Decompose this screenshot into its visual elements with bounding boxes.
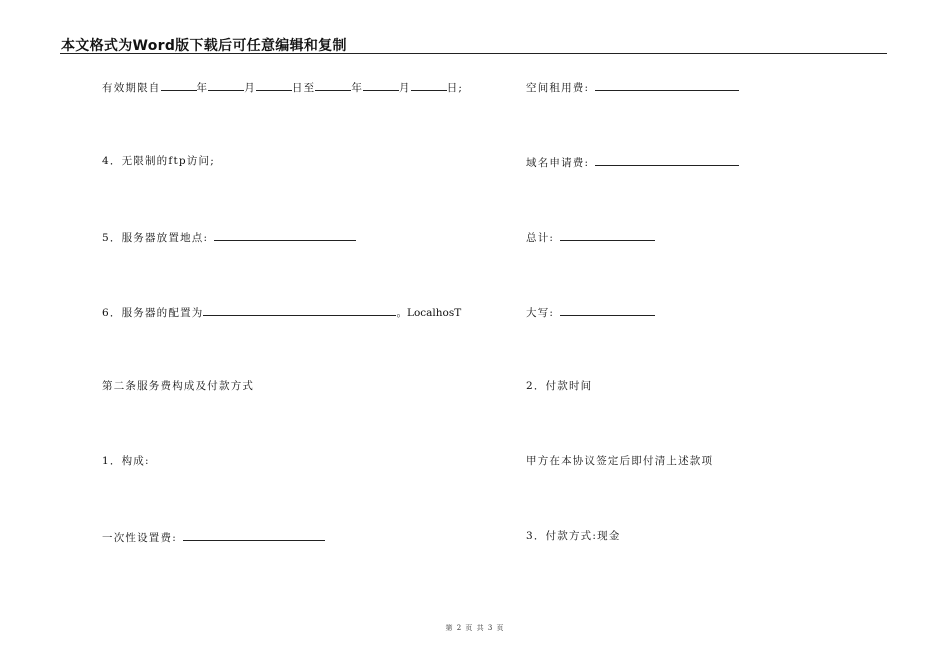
blank-end-year[interactable] xyxy=(315,79,351,91)
space-rent-blank[interactable] xyxy=(595,79,739,91)
item2-line: 2．付款时间 xyxy=(526,380,593,392)
total-label: 总计: xyxy=(526,232,555,244)
domain-fee-line xyxy=(526,154,739,170)
item6-label: 6．服务器的配置为 xyxy=(102,307,204,319)
blank-end-month[interactable] xyxy=(363,79,399,91)
validity-line xyxy=(102,79,463,95)
validity-day-end: 日; xyxy=(446,82,464,94)
capital-blank[interactable] xyxy=(560,304,655,316)
item6-suffix: 。LocalhosT xyxy=(396,307,462,319)
capital-label: 大写: xyxy=(526,307,555,319)
item4-line: 4．无限制的ftp访问; xyxy=(102,155,215,167)
validity-day-to: 日至 xyxy=(291,82,316,94)
payment-note: 甲方在本协议签定后即付清上述款项 xyxy=(526,455,714,467)
total-blank[interactable] xyxy=(560,229,655,241)
server-config-blank[interactable] xyxy=(203,304,396,316)
blank-start-year[interactable] xyxy=(161,79,197,91)
setup-fee-label: 一次性设置费: xyxy=(102,532,177,544)
section2-title: 第二条服务费构成及付款方式 xyxy=(102,380,255,392)
server-location-blank[interactable] xyxy=(214,229,356,241)
header-title: 本文格式为Word版下载后可任意编辑和复制 xyxy=(61,38,347,54)
validity-year1: 年 xyxy=(196,82,209,94)
setup-fee-blank[interactable] xyxy=(183,529,325,541)
setup-fee-line xyxy=(102,529,325,545)
item5-line xyxy=(102,229,356,245)
domain-fee-label: 域名申请费: xyxy=(526,157,590,169)
blank-start-month[interactable] xyxy=(208,79,244,91)
total-line xyxy=(526,229,655,245)
capital-line xyxy=(526,304,655,320)
header-rule xyxy=(60,53,887,54)
space-rent-line xyxy=(526,79,739,95)
validity-year2: 年 xyxy=(351,82,364,94)
item6-line xyxy=(102,304,461,320)
item1-line: 1．构成: xyxy=(102,455,150,467)
item5-label: 5．服务器放置地点: xyxy=(102,232,209,244)
space-rent-label: 空间租用费: xyxy=(526,82,590,94)
validity-month1: 月 xyxy=(244,82,256,94)
blank-end-day[interactable] xyxy=(411,79,447,91)
page-number: 第 2 页 共 3 页 xyxy=(445,624,505,632)
validity-prefix: 有效期限自 xyxy=(102,82,161,94)
validity-month2: 月 xyxy=(399,82,411,94)
domain-fee-blank[interactable] xyxy=(595,154,739,166)
blank-start-day[interactable] xyxy=(256,79,292,91)
item3-line: 3．付款方式:现金 xyxy=(526,530,621,542)
